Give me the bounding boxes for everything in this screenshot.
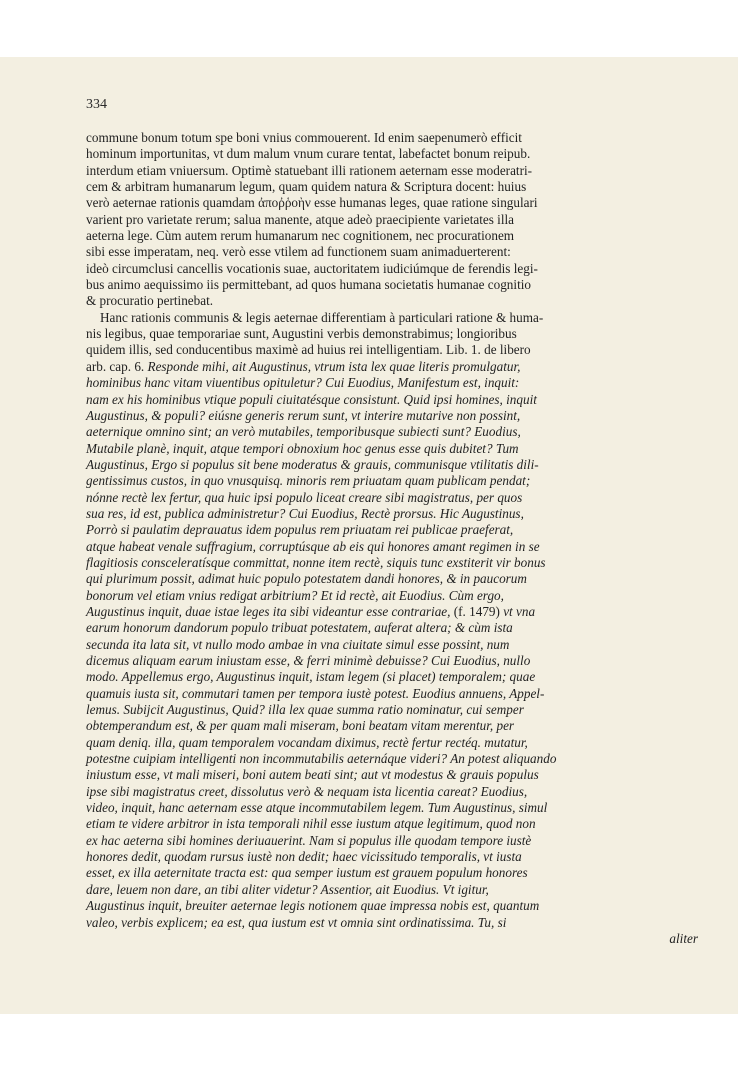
text-line: varient pro varietate rerum; salua manente, atque adeò praecipiente varietates illa — [86, 211, 515, 227]
text-line: interdum etiam vniuersum. Optimè statuebant illi rationem aeternam esse moderatri- — [86, 162, 533, 178]
text-line: aeterna lege. Cùm autem rerum humanarum nec cognitionem, nec procurationem — [86, 228, 515, 244]
text-line: atque habeat venale suffragium, corruptúsque ab eis qui honores amant regimen in se — [86, 538, 540, 554]
text-line: verò aeternae rationis quamdam ἀποῤῥοὴν esse humanas leges, quae ratione singulari — [86, 195, 538, 211]
text-line: ipse sibi magistratus creet, dissolutus verò & nequam ista licentia careat? Euodius, — [86, 783, 528, 799]
book-page — [0, 57, 738, 1014]
body-text — [86, 130, 700, 947]
text-line: Augustinus, Ergo si populus sit bene moderatus & grauis, communisque vtilitatis dili- — [86, 456, 539, 472]
text-line: lemus. Subijcit Augustinus, Quid? illa lex quae summa ratio nominatur, cui semper — [86, 702, 524, 718]
text-line: quamuis iusta sit, commutari tamen per tempora iustè potest. Euodius annuens, Appel- — [86, 685, 545, 701]
text-line: honores dedit, quodam rursus iustè non dedit; haec vicissitudo temporalis, vt iusta — [86, 849, 522, 865]
text-line: ideò circumclusi cancellis vocationis suae, auctoritatem iudiciúmque de ferendis legi- — [86, 260, 538, 276]
text-line: dare, leuem non dare, an tibi aliter videtur? Assentior, ait Euodius. Vt igitur, — [86, 881, 489, 897]
text-line: valeo, verbis explicem; ea est, qua iustum est vt omnia sint ordinatissima. Tu, si — [86, 914, 507, 930]
text-line: cem & arbitram humanarum legum, quam quidem natura & Scriptura docent: huius — [86, 179, 527, 195]
text-line: nónne rectè lex fertur, qua huic ipsi populo liceat creare sibi magistratus, per quos — [86, 489, 523, 505]
text-line: hominum importunitas, vt dum malum vnum curare tentat, labefactet bonum reipub. — [86, 146, 531, 162]
page-number: 334 — [86, 97, 107, 112]
text-line: Augustinus inquit, breuiter aeternae legis notionem quae impressa nobis est, quantum — [86, 898, 540, 914]
text-line: video, inquit, hanc aeternam esse atque incommutabilem legem. Tum Augustinus, simul — [86, 800, 548, 816]
text-line: bonorum vel etiam vnius redigat arbitrium? Et id rectè, ait Euodius. Cùm ergo, — [86, 587, 504, 603]
text-line: earum honorum dandorum populo tribuat potestatem, auferat altera; & cùm ista — [86, 620, 513, 636]
text-line: Mutabile planè, inquit, atque tempori obnoxium hoc genus esse quis dubitet? Tum — [86, 440, 519, 456]
text-line: flagitiosis consceleratísque committat, nonne item rectè, siquis tunc exstiterit vir bonus — [86, 554, 546, 570]
text-line: ex hac aeterna sibi homines deriuauerint. Nam si populus ille quodam tempore iustè — [86, 832, 532, 848]
text-line: bus animo aequissimo iis permittebant, ad quos humana societatis humanae cognitio — [86, 277, 531, 293]
text-line: & procuratio pertinebat. — [86, 293, 214, 309]
text-line: nam ex his hominibus vtique populi ciuitatésque consistunt. Quid ipsi homines, inquit — [86, 391, 537, 407]
text-line: sibi esse imperatam, neq. verò esse vtilem ad functionem suam animaduerterent: — [86, 244, 511, 260]
text-line: hominibus hanc vitam viuentibus opituletur? Cui Euodius, Manifestum est, inquit: — [86, 375, 520, 391]
text-line: potestne cuipiam intelligenti non incommutabilis aeternáque videri? An potest aliquando — [86, 751, 557, 767]
text-line: aliter — [669, 930, 698, 946]
text-line: Augustinus inquit, duae istae leges ita sibi videantur esse contrariae, (f. 1479) vt vna — [86, 603, 536, 619]
text-line: Augustinus, & populi? eiúsne generis rerum sunt, vt interire mutarive non possint, — [86, 407, 521, 423]
text-line: modo. Appellemus ergo, Augustinus inquit, istam legem (si placet) temporalem; quae — [86, 669, 536, 685]
text-line: quam deniq. illa, quam temporalem vocandam diximus, rectè fertur rectéq. mutatur, — [86, 734, 528, 750]
text-line: nis legibus, quae temporariae sunt, Augustini verbis demonstrabimus; longioribus — [86, 326, 517, 342]
text-line: sua res, id est, publica administretur? Cui Euodius, Rectè prorsus. Hic Augustinus, — [86, 505, 524, 521]
text-line: obtemperandum est, & per quam mali miseram, boni beatam vitam merentur, per — [86, 718, 515, 734]
text-line: aeternique omnino sint; an verò mutabiles, temporibusque subiecti sunt? Euodius, — [86, 424, 521, 440]
text-line: Porrò si paulatim deprauatus idem populus rem priuatam rei publicae praeferat, — [86, 522, 514, 538]
text-line: arb. cap. 6. Responde mihi, ait Augustinus, vtrum ista lex quae literis promulgatur, — [86, 358, 521, 374]
text-line: iniustum esse, vt mali miseri, boni autem beati sint; aut vt modestus & grauis populus — [86, 767, 539, 783]
text-line: gentissimus custos, in quo vnusquisq. minoris rem priuatam quam publicam pendat; — [86, 473, 531, 489]
text-line: esset, ex illa aeternitate tracta est: qua semper iustum est grauem populum honores — [86, 865, 528, 881]
text-line: Hanc rationis communis & legis aeternae differentiam à particulari ratione & huma- — [100, 309, 544, 325]
text-line: quidem illis, sed conducentibus maximè ad huius rei intelligentiam. Lib. 1. de libero — [86, 342, 531, 358]
text-line: secunda ita lata sit, vt nullo modo ambae in vna ciuitate simul esse possint, num — [86, 636, 510, 652]
text-line: dicemus aliquam earum iniustam esse, & ferri minimè debuisse? Cui Euodius, nullo — [86, 653, 531, 668]
text-line: etiam te videre arbitror in ista temporali nihil esse iustum atque legitimum, quod non — [86, 816, 536, 832]
text-line: commune bonum totum spe boni vnius commouerent. Id enim saepenumerò efficit — [86, 130, 522, 145]
text-line: qui plurimum possit, adimat huic populo potestatem dandi honores, & in paucorum — [86, 571, 527, 587]
